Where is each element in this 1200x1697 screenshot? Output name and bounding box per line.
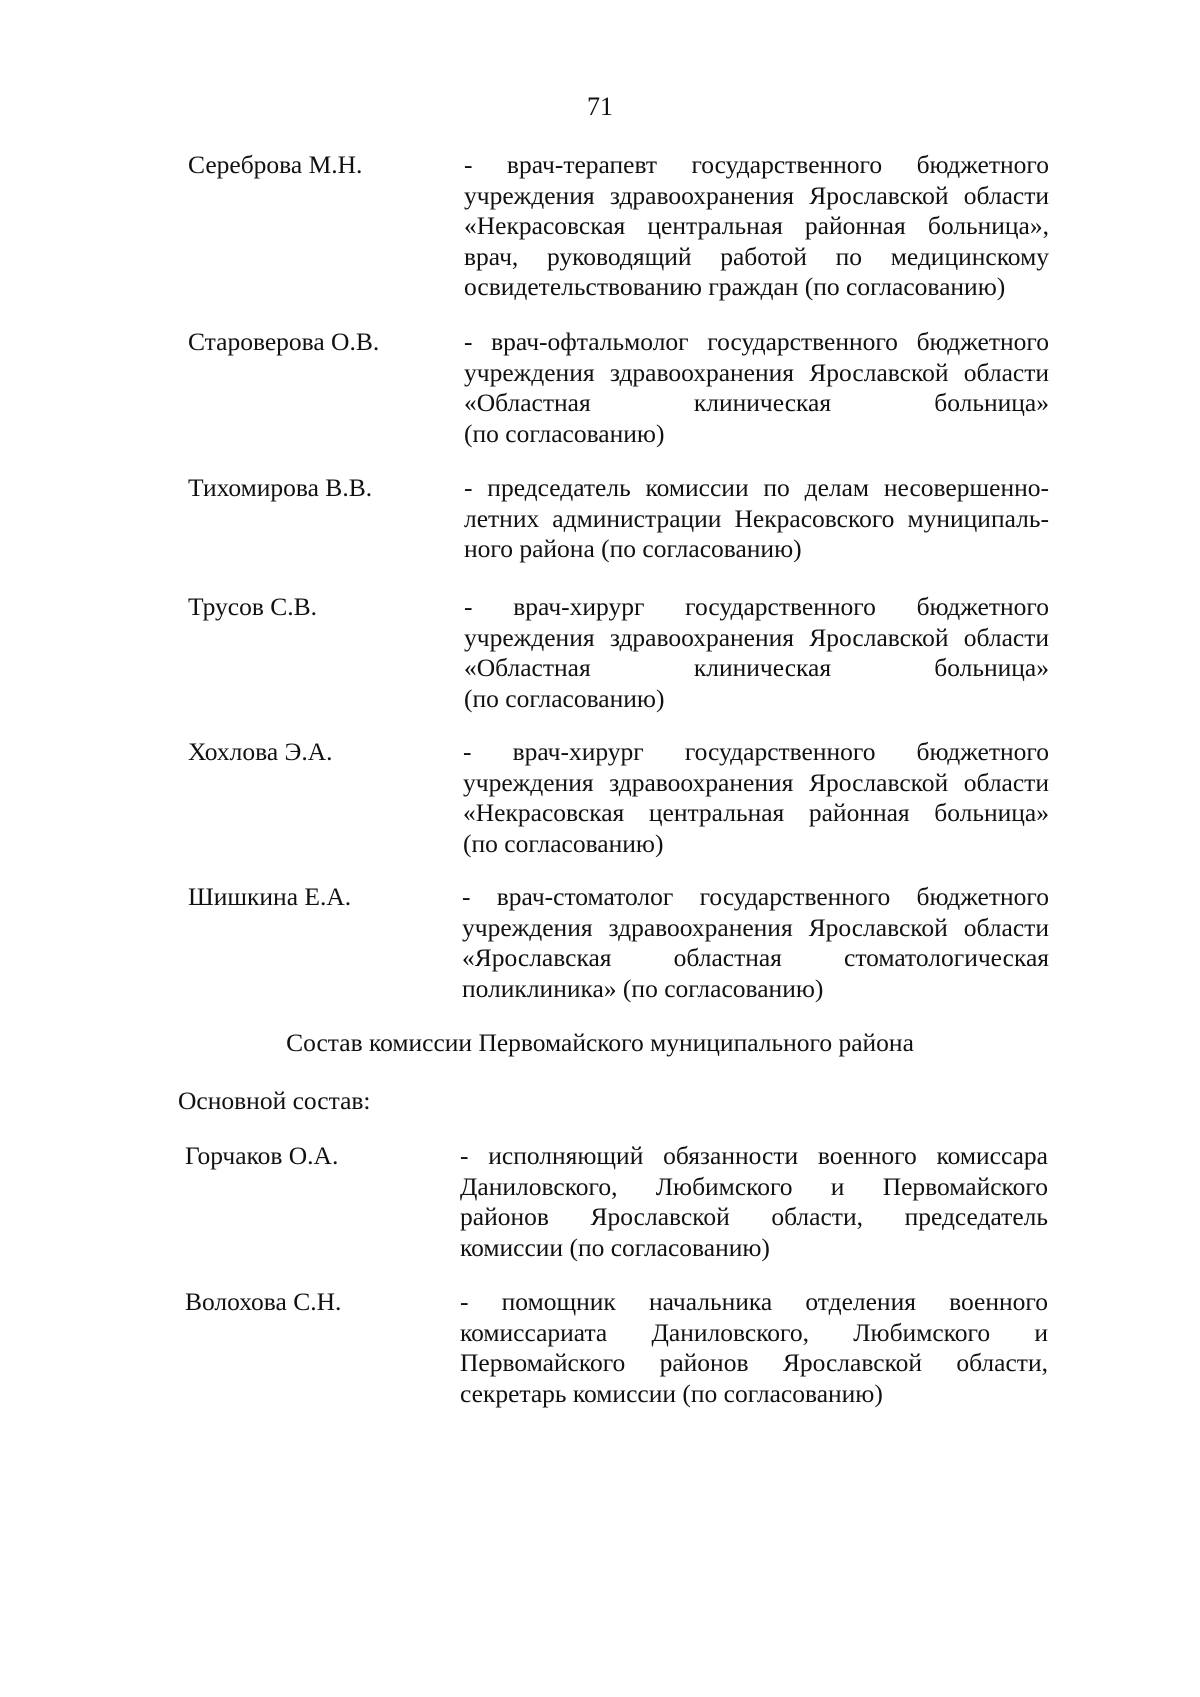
member-name: Трусов С.В. <box>188 592 318 621</box>
subsection-title: Основной состав: <box>178 1086 371 1115</box>
member-description <box>464 150 1049 303</box>
description-line: - председатель комиссии по делам несовершенно- <box>464 473 1049 502</box>
member-description <box>462 882 1049 1004</box>
member-description <box>464 592 1049 714</box>
description-line: Первомайского районов Ярославской области, <box>460 1348 1048 1377</box>
description-line: (по согласованию) <box>464 418 665 448</box>
member-name: Горчаков О.А. <box>185 1141 339 1170</box>
description-line: учреждения здравоохранения Ярославской области <box>463 767 1049 797</box>
page-number: 71 <box>587 92 613 121</box>
description-line: районов Ярославской области, председатель <box>460 1202 1048 1231</box>
description-line: «Областная клиническая больница» <box>464 653 1049 682</box>
description-line: (по согласованию) <box>463 828 664 858</box>
description-line: учреждения здравоохранения Ярославской области <box>464 622 1049 652</box>
description-line: - врач-терапевт государственного бюджетного <box>464 150 1049 179</box>
member-name: Тихомирова В.В. <box>188 473 373 502</box>
description-line: «Ярославская областная стоматологическая <box>462 943 1049 972</box>
description-line: Даниловского, Любимского и Первомайского <box>460 1171 1048 1201</box>
description-line: ного района (по согласованию) <box>464 534 802 563</box>
member-description <box>464 327 1049 449</box>
section-title: Состав комиссии Первомайского муниципального района <box>286 1028 914 1057</box>
description-line: - врач-стоматолог государственного бюджетного <box>462 882 1049 911</box>
description-line: летних администрации Некрасовского муниципаль- <box>464 503 1049 533</box>
description-line: «Некрасовская центральная районная больница», <box>464 211 1049 240</box>
description-line: - врач-хирург государственного бюджетного <box>464 592 1049 621</box>
member-name: Сереброва М.Н. <box>188 150 363 179</box>
description-line: «Областная клиническая больница» <box>464 388 1049 417</box>
member-name: Волохова С.Н. <box>185 1287 342 1316</box>
description-line: (по согласованию) <box>464 683 665 713</box>
description-line: учреждения здравоохранения Ярославской области <box>464 357 1049 387</box>
member-description <box>460 1141 1048 1263</box>
description-line: - исполняющий обязанности военного комиссара <box>460 1141 1048 1170</box>
description-line: врач, руководящий работой по медицинскому <box>464 241 1049 271</box>
member-name: Староверова О.В. <box>188 327 380 356</box>
description-line: учреждения здравоохранения Ярославской области <box>464 180 1049 210</box>
description-line: секретарь комиссии (по согласованию) <box>460 1378 883 1408</box>
description-line: - помощник начальника отделения военного <box>460 1287 1048 1316</box>
description-line: комиссариата Даниловского, Любимского и <box>460 1317 1048 1347</box>
member-name: Шишкина Е.А. <box>188 882 352 911</box>
member-name: Хохлова Э.А. <box>188 737 333 766</box>
description-line: - врач-офтальмолог государственного бюджетного <box>464 327 1049 356</box>
description-line: - врач-хирург государственного бюджетного <box>463 737 1049 766</box>
member-description <box>464 473 1049 565</box>
description-line: поликлиника» (по согласованию) <box>462 973 824 1003</box>
description-line: освидетельствованию граждан (по согласованию) <box>464 272 1006 301</box>
member-description <box>460 1287 1048 1409</box>
description-line: учреждения здравоохранения Ярославской области <box>462 912 1049 942</box>
member-description <box>463 737 1049 859</box>
description-line: «Некрасовская центральная районная больница» <box>463 798 1049 827</box>
description-line: комиссии (по согласованию) <box>460 1232 770 1262</box>
